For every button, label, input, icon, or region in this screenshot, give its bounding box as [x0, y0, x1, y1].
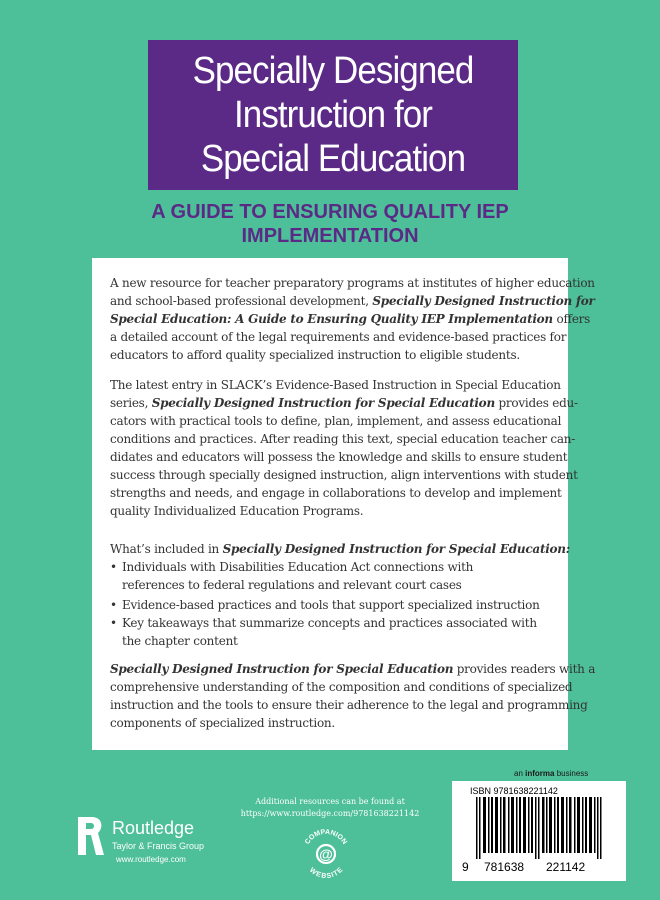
barcode-digits-right: 221142	[546, 860, 586, 874]
bullet-dot: •	[110, 616, 118, 630]
bullet-text: Individuals with Disabilities Education Act connections with	[122, 560, 474, 574]
bullet-text: Key takeaways that summarize concepts and practices associated with	[122, 616, 537, 630]
informa-tagline: an informa business	[514, 769, 589, 778]
p1-line: Special Education: A Guide to Ensuring Quality IEP Implementation offers	[110, 312, 591, 326]
p3-line: comprehensive understanding of the composition and conditions of specialized	[110, 680, 573, 694]
p2-line: conditions and practices. After reading this text, special education teacher can-	[110, 432, 576, 446]
p3-line: instruction and the tools to ensure their adherence to the legal and programming	[110, 698, 588, 712]
p2-line: success through specially designed instruction, align interventions with student	[110, 468, 578, 482]
svg-text:COMPANION	[304, 829, 348, 846]
svg-text:@: @	[319, 846, 333, 862]
barcode-icon	[464, 797, 616, 859]
p1-line: a detailed account of the legal requirements and evidence-based practices for	[110, 330, 567, 344]
isbn-label: ISBN 9781638221142	[470, 786, 558, 796]
included-intro: What’s included in Specially Designed Instruction for Special Education:	[110, 542, 570, 556]
resources-text: Additional resources can be found at	[255, 797, 405, 806]
routledge-logo-icon	[74, 815, 108, 859]
barcode-digits-left: 781638	[484, 860, 525, 874]
p3-line: Specially Designed Instruction for Special Education provides readers with a	[110, 662, 596, 676]
bullet-text: Evidence-based practices and tools that support specialized instruction	[122, 598, 540, 612]
p2-line: quality Individualized Education Programs.	[110, 504, 364, 518]
barcode-digit-prefix: 9	[462, 860, 469, 874]
title-line-2: Instruction for	[233, 94, 433, 136]
p2-line: didates and educators will possess the knowledge and skills to ensure student	[110, 450, 568, 464]
companion-bottom-text: WEBSITE	[307, 866, 345, 881]
publisher-url: www.routledge.com	[116, 855, 186, 864]
bullet-text: references to federal regulations and relevant court cases	[122, 578, 462, 592]
title-line-1: Specially Designed	[192, 50, 474, 92]
svg-text:WEBSITE	[308, 866, 345, 880]
subtitle-line-1: A GUIDE TO ENSURING QUALITY IEP	[151, 201, 509, 223]
p1-line: and school-based professional development, Specially Designed Instruction for	[110, 294, 595, 308]
companion-website-icon	[296, 824, 356, 884]
p1-line: educators to afford quality specialized instruction to eligible students.	[110, 348, 520, 362]
bullet-dot: •	[110, 560, 118, 574]
publisher-group: Taylor & Francis Group	[112, 841, 205, 851]
p2-line: The latest entry in SLACK’s Evidence-Based Instruction in Special Education	[110, 378, 561, 392]
p2-line: strengths and needs, and engage in collaborations to develop and implement	[110, 486, 562, 500]
p3-line: components of specialized instruction.	[110, 716, 335, 730]
companion-top-text: COMPANION	[304, 828, 348, 846]
p2-line: series, Specially Designed Instruction for Special Education provides edu-	[110, 396, 578, 410]
resources-url: https://www.routledge.com/9781638221142	[240, 809, 420, 818]
p1-line: A new resource for teacher preparatory programs at institutes of higher education	[110, 276, 595, 290]
title-line-3: Special Education	[200, 138, 466, 180]
publisher-name: Routledge	[112, 818, 195, 838]
subtitle-line-2: IMPLEMENTATION	[241, 225, 419, 247]
p2-line: cators with practical tools to define, plan, implement, and assess educational	[110, 414, 562, 428]
bullet-text: the chapter content	[122, 634, 238, 648]
bullet-dot: •	[110, 598, 118, 612]
title-box	[148, 40, 518, 190]
